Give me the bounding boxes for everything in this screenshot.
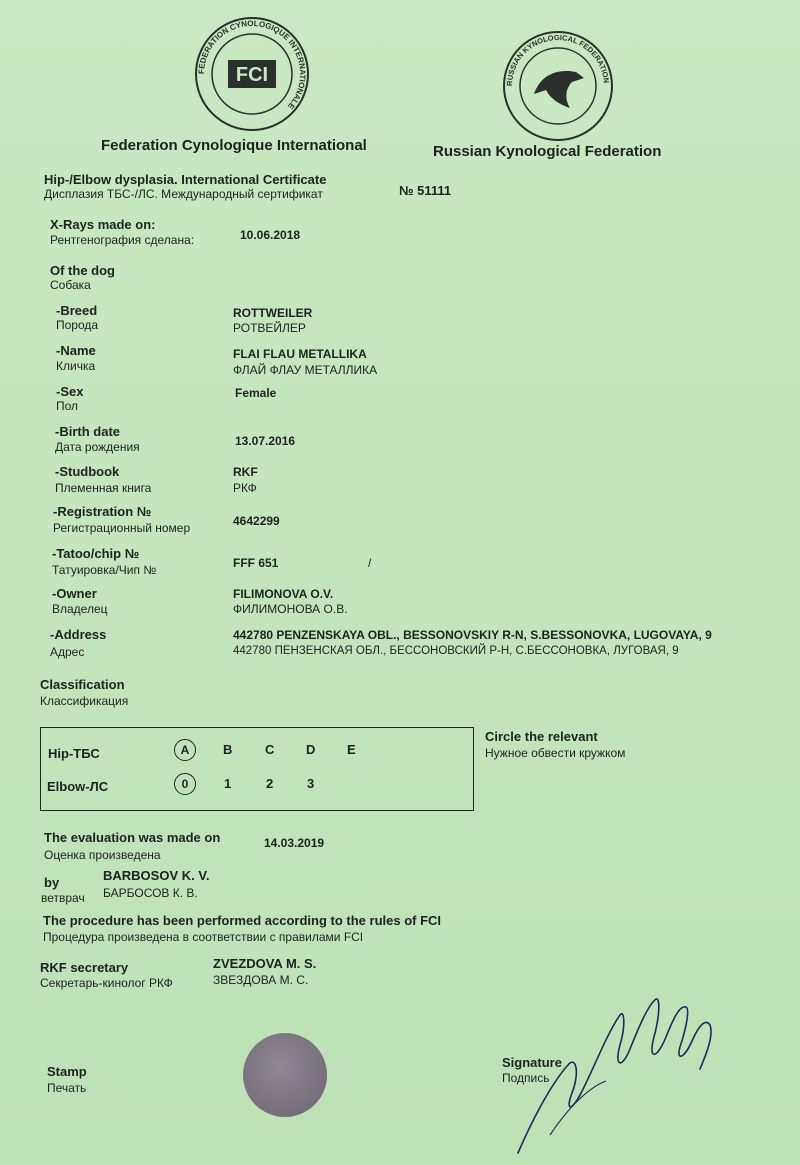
by-label-en: by bbox=[44, 875, 60, 890]
hip-label: Hip-ТБС bbox=[48, 746, 100, 761]
rkf-ring-text: RUSSIAN KYNOLOGICAL FEDERATION bbox=[504, 32, 611, 87]
certificate-number: № 51111 bbox=[399, 183, 452, 198]
fci-ring-text: FEDERATION CYNOLOGIQUE INTERNATIONALE bbox=[196, 18, 308, 111]
studbook-value-ru: РКФ bbox=[233, 481, 257, 495]
breed-label-en: -Breed bbox=[56, 303, 98, 318]
secretary-name-ru: ЗВЕЗДОВА М. С. bbox=[213, 973, 309, 987]
elbow-grade: 3 bbox=[307, 776, 315, 791]
name-label-en: -Name bbox=[56, 343, 96, 358]
fci-logo bbox=[192, 14, 312, 134]
hip-grade: C bbox=[265, 742, 275, 757]
chip-value-extra: / bbox=[368, 556, 372, 570]
grade-box bbox=[40, 727, 474, 811]
breed-value: ROTTWEILER bbox=[233, 306, 313, 320]
name-value-ru: ФЛАЙ ФЛАУ МЕТАЛЛИКА bbox=[233, 363, 378, 377]
hip-grade-selected: A bbox=[174, 739, 196, 761]
dog-head-icon bbox=[534, 71, 584, 108]
procedure-en: The procedure has been performed according to the rules of FCI bbox=[43, 913, 442, 928]
secretary-label-en: RKF secretary bbox=[40, 960, 129, 975]
studbook-label-ru: Племенная книга bbox=[55, 481, 152, 495]
address-label-ru: Адрес bbox=[50, 645, 85, 659]
rkf-logo bbox=[500, 28, 616, 144]
chip-value: FFF 651 bbox=[233, 556, 279, 570]
sex-value: Female bbox=[235, 386, 277, 400]
breed-value-ru: РОТВЕЙЛЕР bbox=[233, 321, 306, 335]
vet-name-ru: БАРБОСОВ К. В. bbox=[103, 886, 198, 900]
birth-label-en: -Birth date bbox=[55, 424, 120, 439]
xray-label-ru: Рентгенография сделана: bbox=[50, 233, 195, 247]
owner-label-ru: Владелец bbox=[52, 602, 108, 616]
studbook-label-en: -Studbook bbox=[55, 464, 120, 479]
circle-note-ru: Нужное обвести кружком bbox=[485, 746, 626, 760]
circle-note-en: Circle the relevant bbox=[485, 729, 598, 744]
certificate-title-en: Hip-/Elbow dysplasia. International Certificate bbox=[44, 172, 327, 187]
breed-label-ru: Порода bbox=[56, 318, 99, 332]
registration-label-ru: Регистрационный номер bbox=[53, 521, 191, 535]
secretary-name: ZVEZDOVA M. S. bbox=[213, 956, 317, 971]
evaluation-date: 14.03.2019 bbox=[264, 836, 325, 850]
stamp-label-en: Stamp bbox=[47, 1064, 87, 1079]
evaluation-label-ru: Оценка произведена bbox=[44, 848, 161, 862]
owner-value: FILIMONOVA O.V. bbox=[233, 587, 334, 601]
elbow-grade: 1 bbox=[224, 776, 232, 791]
procedure-ru: Процедура произведена в соответствии с правилами FCI bbox=[43, 930, 364, 944]
official-stamp bbox=[243, 1033, 327, 1117]
dog-section-en: Of the dog bbox=[50, 263, 115, 278]
owner-label-en: -Owner bbox=[52, 586, 97, 601]
chip-label-en: -Tatoo/chip № bbox=[52, 546, 140, 561]
name-label-ru: Кличка bbox=[56, 359, 96, 373]
sex-label-en: -Sex bbox=[56, 384, 84, 399]
hip-grade: E bbox=[347, 742, 356, 757]
chip-label-ru: Татуировка/Чип № bbox=[52, 563, 157, 577]
hip-grade: B bbox=[223, 742, 233, 757]
elbow-grade: 2 bbox=[266, 776, 274, 791]
elbow-label: Elbow-ЛС bbox=[47, 779, 109, 794]
owner-value-ru: ФИЛИМОНОВА О.В. bbox=[233, 602, 348, 616]
dog-section-ru: Собака bbox=[50, 278, 91, 292]
elbow-grade-selected: 0 bbox=[174, 773, 196, 795]
address-label-en: -Address bbox=[50, 627, 107, 642]
address-value: 442780 PENZENSKAYA OBL., BESSONOVSKIY R-N, S.BESSONOVKA, LUGOVAYA, 9 bbox=[233, 628, 712, 642]
evaluation-label-en: The evaluation was made on bbox=[44, 830, 221, 845]
sex-label-ru: Пол bbox=[56, 399, 79, 413]
signature-label-en: Signature bbox=[502, 1055, 562, 1070]
vet-name: BARBOSOV K. V. bbox=[103, 868, 210, 883]
studbook-value: RKF bbox=[233, 465, 258, 479]
fci-name: Federation Cynologique International bbox=[101, 137, 367, 154]
secretary-label-ru: Секретарь-кинолог РКФ bbox=[40, 976, 173, 990]
rkf-name: Russian Kynological Federation bbox=[433, 143, 662, 160]
birth-value: 13.07.2016 bbox=[235, 434, 296, 448]
handwritten-signature bbox=[510, 985, 740, 1160]
certificate-title-ru: Дисплазия ТБС-/ЛС. Международный сертификат bbox=[44, 187, 323, 201]
by-label-ru: ветврач bbox=[41, 891, 85, 905]
name-value: FLAI FLAU METALLIKA bbox=[233, 347, 367, 361]
stamp-label-ru: Печать bbox=[47, 1081, 87, 1095]
classification-label-en: Classification bbox=[40, 677, 125, 692]
fci-logo-text: FCI bbox=[235, 64, 269, 86]
address-value-ru: 442780 ПЕНЗЕНСКАЯ ОБЛ., БЕССОНОВСКИЙ Р-Н, С.БЕССОНОВКА, ЛУГОВАЯ, 9 bbox=[233, 645, 679, 657]
xray-date: 10.06.2018 bbox=[240, 228, 301, 242]
registration-value: 4642299 bbox=[233, 514, 280, 528]
xray-label-en: X-Rays made on: bbox=[50, 217, 156, 232]
birth-label-ru: Дата рождения bbox=[55, 440, 140, 454]
hip-grade: D bbox=[306, 742, 316, 757]
registration-label-en: -Registration № bbox=[53, 504, 152, 519]
signature-label-ru: Подпись bbox=[502, 1071, 550, 1085]
classification-label-ru: Классификация bbox=[40, 694, 129, 708]
